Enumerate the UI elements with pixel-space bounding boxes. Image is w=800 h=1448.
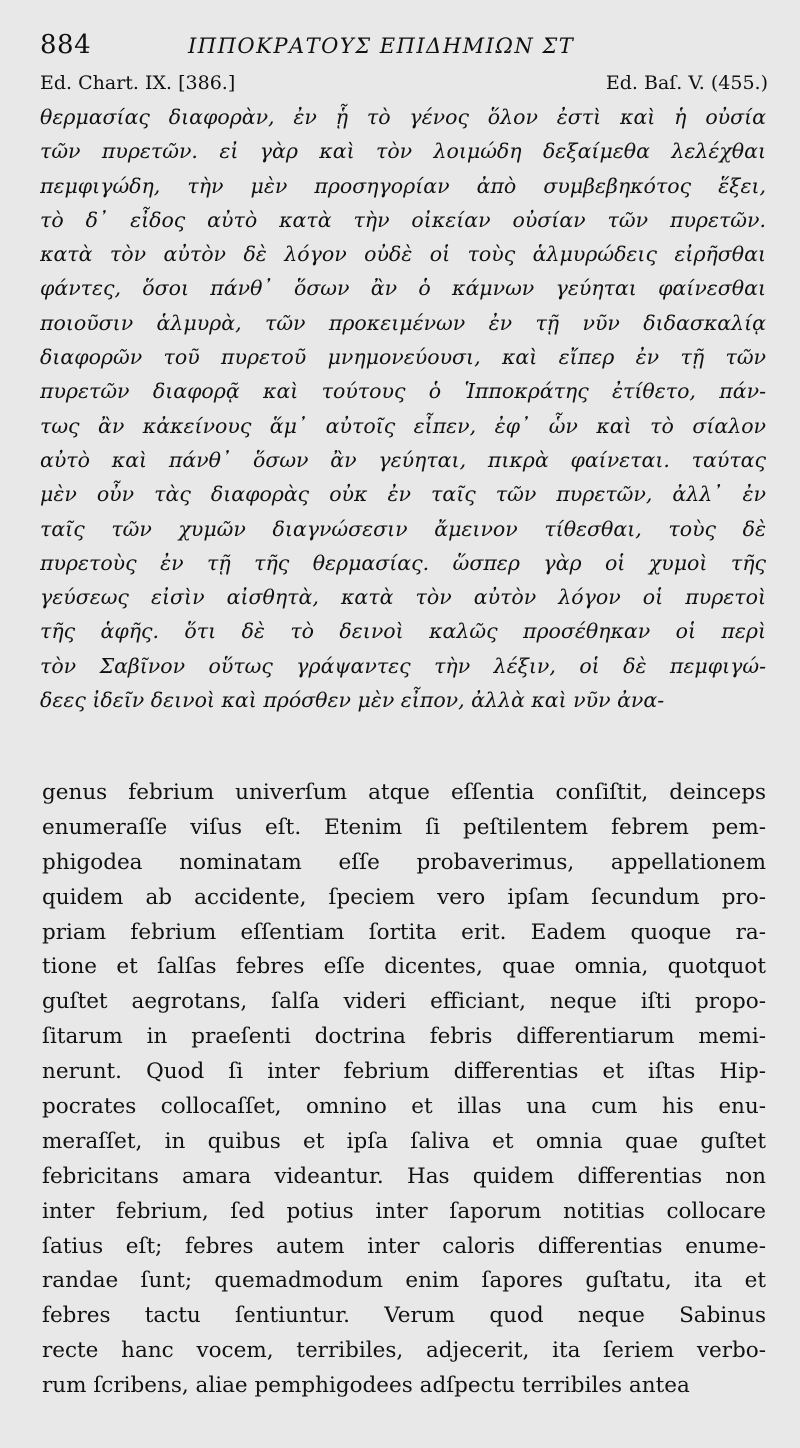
greek-text-line: τὸν Σαβῖνον οὕτως γράψαντες τὴν λέξιν, οἱ δὲ πεμφιγώ- xyxy=(40,653,766,678)
latin-text-line: enumeraſſe viſus eſt. Etenim ſi peſtilentem febrem pem- xyxy=(42,814,766,840)
latin-text-line: quidem ab accidente, ſpeciem vero ipſam ſecundum pro- xyxy=(42,884,766,910)
latin-text-line: pocrates collocaſſet, omnino et illas una cum his enu- xyxy=(42,1094,766,1120)
greek-text-line: πυρετοὺς ἐν τῇ τῆς θερμασίας. ὥσπερ γὰρ οἱ χυμοὶ τῆς xyxy=(40,550,766,575)
greek-text-line: πεμφιγώδη, τὴν μὲν προσηγορίαν ἀπὸ συμβεβηκότος ἕξει, xyxy=(40,173,766,198)
latin-text-line: febres tactu ſentiuntur. Verum quod neque Sabinus xyxy=(42,1303,766,1329)
page-number: 884 xyxy=(40,30,92,60)
latin-text-line: guſtet aegrotans, ſalſa videri efficiant, neque iſti propo- xyxy=(42,989,766,1015)
greek-text-line: θερμασίας διαφορὰν, ἐν ᾗ τὸ γένος ὅλον ἐστὶ καὶ ἡ οὐσία xyxy=(40,105,766,129)
ed-chart-reference: Ed. Chart. IX. [386.] xyxy=(40,72,236,94)
latin-text-line: ſitarum in praeſenti doctrina febris differentiarum memi- xyxy=(42,1024,766,1050)
greek-text-line: φάντες, ὅσοι πάνθ᾽ ὅσων ἂν ὁ κάμνων γεύηται φαίνεσθαι xyxy=(40,276,766,301)
greek-text-line: τως ἂν κἀκείνους ἅμ᾽ αὐτοῖς εἶπεν, ἐφ᾽ ὧν καὶ τὸ σίαλον xyxy=(40,413,766,438)
latin-text-line: priam febrium eſſentiam ſortita erit. Eadem quoque ra- xyxy=(42,919,766,945)
latin-text-line: febricitans amara videantur. Has quidem differentias non xyxy=(42,1163,766,1189)
greek-text-line: γεύσεως εἰσὶν αἰσθητὰ, κατὰ τὸν αὐτὸν λόγον οἱ πυρετοὶ xyxy=(40,585,766,610)
latin-text-block xyxy=(42,776,766,1404)
greek-text-line: μὲν οὖν τὰς διαφορὰς οὐκ ἐν ταῖς τῶν πυρετῶν, ἀλλ᾽ ἐν xyxy=(40,482,766,507)
greek-text-line: κατὰ τὸν αὐτὸν δὲ λόγον οὐδὲ οἱ τοὺς ἁλμυρώδεις εἰρῆσθαι xyxy=(40,242,766,267)
greek-text-line: δεες ἰδεῖν δεινοὶ καὶ πρόσθεν μὲν εἶπον, ἀλλὰ καὶ νῦν ἀνα- xyxy=(40,688,665,713)
edition-references xyxy=(40,72,768,100)
latin-text-line: randae ſunt; quemadmodum enim ſapores guſtatu, ita et xyxy=(42,1268,766,1294)
ed-bas-reference: Ed. Baſ. V. (455.) xyxy=(605,72,768,94)
running-title: ΙΠΠΟΚΡΑΤΟΥΣ ΕΠΙΔΗΜΙΩΝ ΣΤ xyxy=(188,34,575,58)
greek-text-line: αὐτὸ καὶ πάνθ᾽ ὅσων ἂν γεύηται, πικρὰ φαίνεται. ταύτας xyxy=(40,447,766,472)
greek-text-line: πυρετῶν διαφορᾷ καὶ τούτους ὁ Ἱπποκράτης ἐτίθετο, πάν- xyxy=(40,379,766,404)
greek-text-line: διαφορῶν τοῦ πυρετοῦ μνημονεύουσι, καὶ εἴπερ ἐν τῇ τῶν xyxy=(40,345,766,370)
latin-text-line: genus febrium univerſum atque eſſentia conſiſtit, deinceps xyxy=(42,780,766,805)
greek-text-block xyxy=(40,100,766,717)
page-header xyxy=(40,30,770,64)
latin-text-line: phigodea nominatam eſſe probaverimus, appellationem xyxy=(42,849,766,875)
latin-text-line: ſatius eſt; febres autem inter caloris differentias enume- xyxy=(42,1233,766,1259)
greek-text-line: τῆς ἁφῆς. ὅτι δὲ τὸ δεινοὶ καλῶς προσέθηκαν οἱ περὶ xyxy=(40,619,766,644)
latin-text-line: recte hanc vocem, terribiles, adjecerit, ita ſeriem verbo- xyxy=(42,1338,766,1364)
greek-text-line: ποιοῦσιν ἁλμυρὰ, τῶν προκειμένων ἐν τῇ νῦν διδασκαλίᾳ xyxy=(40,310,766,335)
greek-text-line: τῶν πυρετῶν. εἰ γὰρ καὶ τὸν λοιμώδη δεξαίμεθα λελέχθαι xyxy=(40,139,766,164)
greek-text-line: ταῖς τῶν χυμῶν διαγνώσεσιν ἄμεινον τίθεσθαι, τοὺς δὲ xyxy=(40,516,766,541)
greek-text-line: τὸ δ᾽ εἶδος αὐτὸ κατὰ τὴν οἰκείαν οὐσίαν τῶν πυρετῶν. xyxy=(40,207,766,232)
latin-text-line: inter febrium, ſed potius inter ſaporum notitias collocare xyxy=(42,1198,766,1224)
latin-text-line: meraſſet, in quibus et ipſa ſaliva et omnia quae guſtet xyxy=(42,1128,766,1154)
latin-text-line: rum ſcribens, aliae pemphigodees adſpectu terribiles antea xyxy=(42,1373,690,1399)
latin-text-line: tione et ſalſas febres eſſe dicentes, quae omnia, quotquot xyxy=(42,954,766,980)
latin-text-line: nerunt. Quod ſi inter febrium differentias et iſtas Hip- xyxy=(42,1059,766,1085)
